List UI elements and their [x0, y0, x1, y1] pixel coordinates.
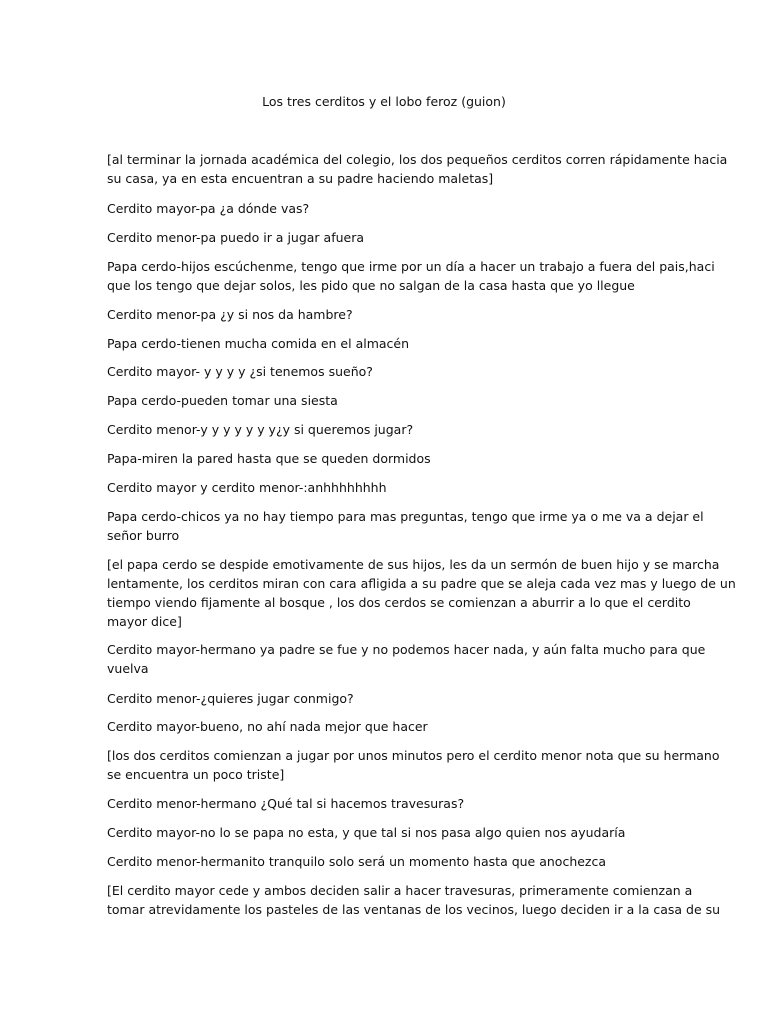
script-paragraph [107, 507, 704, 545]
script-paragraph [107, 794, 667, 813]
paragraph-line: [El cerdito mayor cede y ambos deciden salir a hacer travesuras, primeramente comienzan a [107, 883, 693, 898]
script-paragraph [107, 449, 667, 468]
paragraph-line: Cerdito mayor-bueno, no ahí nada mejor que hacer [107, 719, 428, 734]
paragraph-line: Cerdito menor-¿quieres jugar conmigo? [107, 691, 354, 706]
script-paragraph [107, 228, 667, 247]
script-paragraph [107, 823, 667, 842]
paragraph-line: [al terminar la jornada académica del colegio, los dos pequeños cerditos corren rápidamente hacia [107, 152, 728, 167]
paragraph-line: su casa, ya en esta encuentran a su padre haciendo maletas] [107, 171, 494, 186]
paragraph-line: [el papa cerdo se despide emotivamente de sus hijos, les da un sermón de buen hijo y se marcha [107, 557, 720, 572]
script-paragraph [107, 881, 721, 919]
paragraph-line: Papa cerdo-pueden tomar una siesta [107, 393, 338, 408]
paragraph-line: Papa-miren la pared hasta que se queden dormidos [107, 451, 431, 466]
paragraph-line: tiempo viendo fijamente al bosque , los dos cerdos se comienzan a aburrir a lo que el cerdito [107, 595, 691, 610]
script-paragraph [107, 420, 667, 439]
paragraph-line: Cerdito mayor-no lo se papa no esta, y que tal si nos pasa algo quien nos ayudaría [107, 825, 626, 840]
paragraph-line: Cerdito mayor-pa ¿a dónde vas? [107, 201, 310, 216]
script-paragraph [107, 689, 667, 708]
script-paragraph [107, 305, 667, 324]
script-paragraph [107, 150, 728, 188]
paragraph-line: señor burro [107, 528, 180, 543]
script-paragraph [107, 555, 736, 631]
paragraph-line: Cerdito menor-hermanito tranquilo solo será un momento hasta que anochezca [107, 854, 607, 869]
script-paragraph [107, 746, 720, 784]
paragraph-line: Cerdito mayor- y y y y ¿si tenemos sueño? [107, 364, 373, 379]
document-title: Los tres cerditos y el lobo feroz (guion) [262, 94, 506, 109]
paragraph-line: lentamente, los cerditos miran con cara afligida a su padre que se aleja cada vez mas y luego de un [107, 576, 736, 591]
paragraph-line: [los dos cerditos comienzan a jugar por unos minutos pero el cerdito menor nota que su hermano [107, 748, 720, 763]
paragraph-line: Cerdito menor-pa ¿y si nos da hambre? [107, 307, 353, 322]
paragraph-line: mayor dice] [107, 614, 182, 629]
paragraph-line: Papa cerdo-tienen mucha comida en el almacén [107, 336, 410, 351]
script-paragraph [107, 852, 667, 871]
paragraph-line: Cerdito mayor y cerdito menor-:anhhhhhhhh [107, 480, 387, 495]
paragraph-line: Papa cerdo-chicos ya no hay tiempo para mas preguntas, tengo que irme ya o me va a dejar el [107, 509, 704, 524]
script-paragraph [107, 391, 667, 410]
paragraph-line: que los tengo que dejar solos, les pido que no salgan de la casa hasta que yo llegue [107, 278, 635, 293]
paragraph-line: se encuentra un poco triste] [107, 767, 285, 782]
script-paragraph [107, 257, 715, 295]
paragraph-line: Cerdito menor-y y y y y y y¿y si queremos jugar? [107, 422, 414, 437]
script-paragraph [107, 334, 667, 353]
paragraph-line: Papa cerdo-hijos escúchenme, tengo que irme por un día a hacer un trabajo a fuera del pais,haci [107, 259, 715, 274]
paragraph-line: Cerdito menor-hermano ¿Qué tal si hacemos travesuras? [107, 796, 465, 811]
script-paragraph [107, 478, 667, 497]
paragraph-line: Cerdito mayor-hermano ya padre se fue y no podemos hacer nada, y aún falta mucho para que [107, 642, 706, 657]
script-paragraph [107, 640, 706, 678]
paragraph-line: Cerdito menor-pa puedo ir a jugar afuera [107, 230, 365, 245]
script-paragraph [107, 717, 667, 736]
paragraph-line: vuelva [107, 661, 149, 676]
paragraph-line: tomar atrevidamente los pasteles de las ventanas de los vecinos, luego deciden ir a la casa de su [107, 902, 721, 917]
script-paragraph [107, 362, 667, 381]
script-paragraph [107, 199, 667, 218]
